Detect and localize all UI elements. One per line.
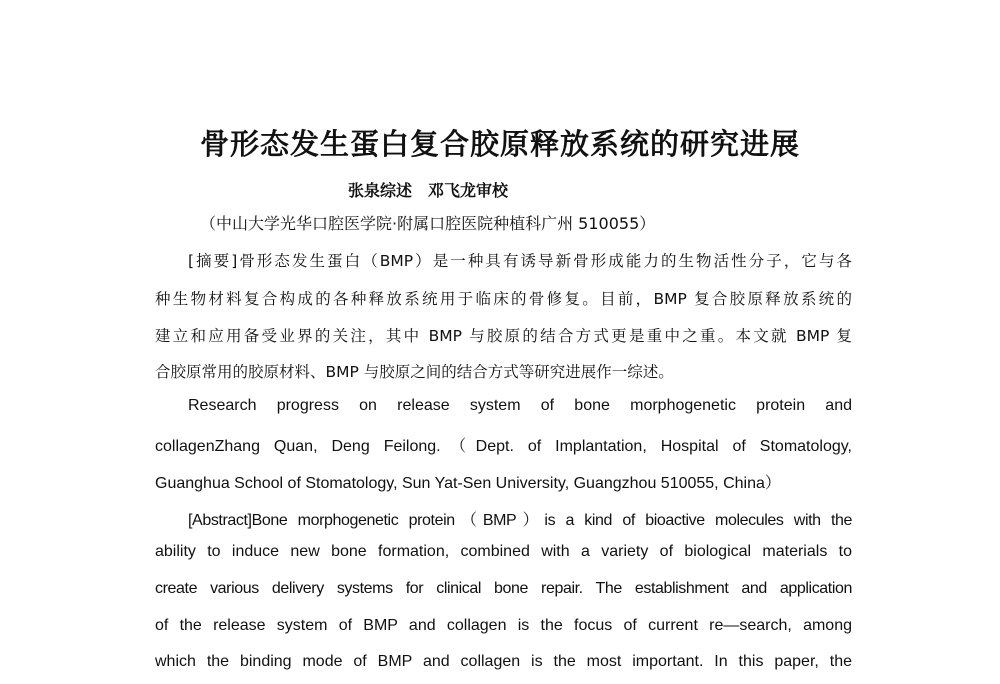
abstract-cn-line: 合胶原常用的胶原材料、BMP 与胶原之间的结合方式等研究进展作一综述。 xyxy=(155,363,674,381)
abstract-cn-line: 建立和应用备受业界的关注，其中 BMP 与胶原的结合方式更是重中之重。本文就 BMP 复 xyxy=(155,327,852,345)
english-title-line: Research progress on release system of bone morphogenetic protein and xyxy=(188,397,852,414)
abstract-en-line: create various delivery systems for clinical bone repair. The establishment and application xyxy=(155,580,852,597)
authors: 张泉综述 邓飞龙审校 xyxy=(348,181,509,200)
abstract-cn-line: 种生物材料复合构成的各种释放系统用于临床的骨修复。目前，BMP 复合胶原释放系统的 xyxy=(155,290,852,308)
affiliation: （中山大学光华口腔医学院·附属口腔医院种植科广州 510055） xyxy=(200,214,656,233)
abstract-en-line: [Abstract]Bone morphogenetic protein（BMP）is a kind of bioactive molecules with the xyxy=(188,512,852,529)
abstract-en-line: of the release system of BMP and collagen is the focus of current re—search, among xyxy=(155,617,852,634)
abstract-en-line: ability to induce new bone formation, combined with a variety of biological materials to xyxy=(155,543,852,560)
abstract-cn-line: [摘要]骨形态发生蛋白（BMP）是一种具有诱导新骨形成能力的生物活性分子，它与各 xyxy=(188,252,852,270)
abstract-en-line: which the binding mode of BMP and collagen is the most important. In this paper, the xyxy=(155,653,852,670)
english-title-line: Guanghua School of Stomatology, Sun Yat-Sen University, Guangzhou 510055, China） xyxy=(155,475,781,492)
english-title-line: collagenZhang Quan, Deng Feilong.（Dept. of Implantation, Hospital of Stomatology, xyxy=(155,438,852,455)
paper-title: 骨形态发生蛋白复合胶原释放系统的研究进展 xyxy=(199,127,800,161)
